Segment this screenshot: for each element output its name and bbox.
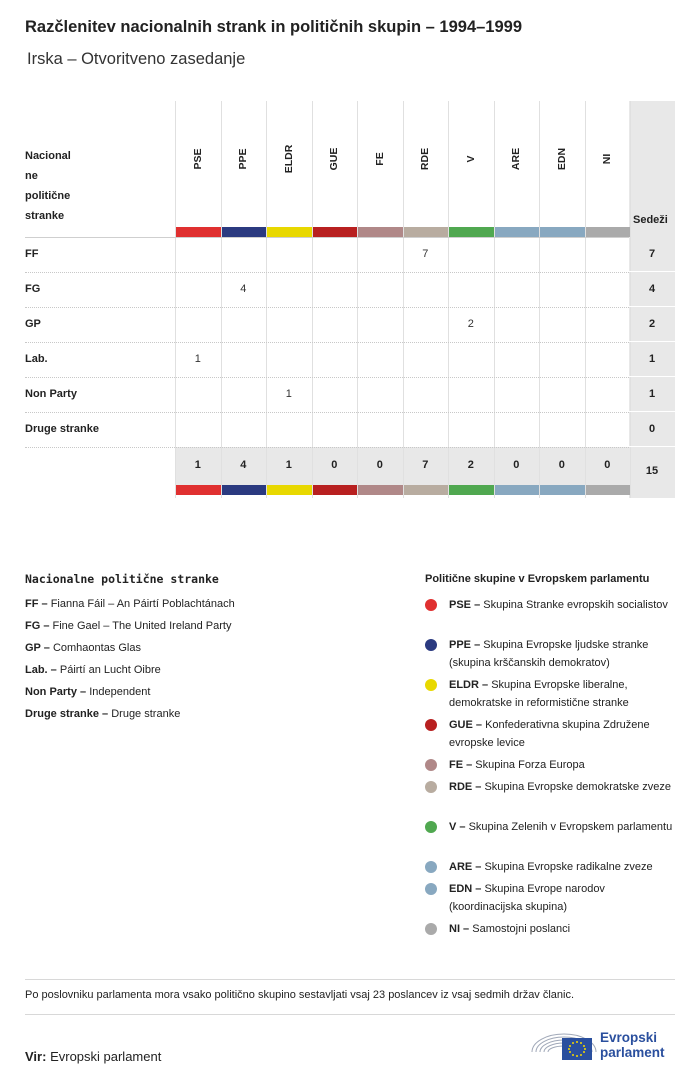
group-color-bar — [267, 227, 312, 237]
seats-divider — [629, 271, 675, 272]
row-divider — [25, 412, 629, 413]
political-group-legend-item: NI – Samostojni poslanci — [449, 923, 571, 935]
group-color-bar — [267, 485, 312, 495]
column-total: 0 — [376, 459, 383, 471]
seats-divider — [629, 411, 675, 412]
source: Vir: Evropski parlament — [25, 1049, 162, 1064]
national-parties-legend-title: Nacionalne politične stranke — [25, 572, 219, 586]
group-color-bar — [449, 485, 494, 495]
seats-divider — [629, 446, 675, 447]
group-color-dot — [425, 719, 437, 731]
row-label: Druge stranke — [25, 423, 99, 435]
seats-divider — [629, 306, 675, 307]
seats-divider — [629, 341, 675, 342]
column-total: 0 — [558, 459, 565, 471]
group-color-bar — [586, 485, 631, 495]
political-group-legend-item: GUE – Konfederativna skupina Združene evropske levice — [449, 719, 650, 749]
political-group-legend-item: PSE – Skupina Stranke evropskih socialistov — [449, 599, 668, 611]
row-seats: 2 — [648, 318, 656, 330]
group-color-bar — [176, 227, 221, 237]
group-color-bar — [313, 485, 358, 495]
national-party-legend-item: Lab. – Páirtí an Lucht Oibre — [25, 664, 161, 676]
row-label: FG — [25, 283, 41, 295]
group-color-bar — [404, 485, 449, 495]
group-color-bar — [222, 227, 267, 237]
group-header-are: ARE — [510, 147, 523, 171]
row-seats: 7 — [648, 248, 656, 260]
row-divider — [25, 342, 629, 343]
national-party-legend-item: GP – Comhaontas Glas — [25, 642, 141, 654]
political-group-legend-item: PPE – Skupina Evropske ljudske stranke (skupina krščanskih demokratov) — [449, 639, 649, 669]
group-color-dot — [425, 639, 437, 651]
seats-header: Sedeži — [633, 214, 668, 226]
footnote: Po poslovniku parlamenta mora vsako politično skupino sestavljati vsaj 23 poslancev iz vsaj sedmih držav članic. — [25, 989, 575, 1001]
column-total: 4 — [240, 459, 247, 471]
seats-divider — [629, 376, 675, 377]
group-color-bar — [404, 227, 449, 237]
group-header-eldr: ELDR — [282, 144, 295, 174]
political-group-legend-item: ELDR – Skupina Evropske liberalne, demokratske in reformistične stranke — [449, 679, 629, 709]
row-divider — [25, 377, 629, 378]
group-color-dot — [425, 679, 437, 691]
national-party-legend-item: Non Party – Independent — [25, 686, 151, 698]
column-total: 1 — [194, 459, 201, 471]
row-label: FF — [25, 248, 39, 260]
political-group-legend-item: EDN – Skupina Evrope narodov (koordinacijska skupina) — [449, 883, 605, 913]
group-header-pse: PSE — [191, 148, 204, 170]
row-label: GP — [25, 318, 41, 330]
group-color-bar — [495, 485, 540, 495]
group-color-bar — [540, 227, 585, 237]
group-color-bar — [176, 485, 221, 495]
national-party-legend-item: FF – Fianna Fáil – An Páirtí Poblachtánach — [25, 598, 235, 610]
group-color-dot — [425, 781, 437, 793]
column-total: 1 — [285, 459, 292, 471]
group-header-edn: EDN — [555, 147, 568, 171]
group-header-rde: RDE — [419, 147, 432, 171]
row-divider — [25, 447, 629, 448]
grand-total: 15 — [645, 465, 659, 477]
political-groups-legend-title: Politične skupine v Evropskem parlamentu — [425, 573, 650, 585]
group-color-bar — [495, 227, 540, 237]
row-divider — [25, 272, 629, 273]
group-color-bar — [358, 227, 403, 237]
header-divider — [25, 237, 629, 238]
group-color-dot — [425, 759, 437, 771]
group-color-bar — [313, 227, 358, 237]
page-title: Razčlenitev nacionalnih strank in političnih skupin – 1994–1999 — [25, 18, 523, 36]
political-group-legend-item: ARE – Skupina Evropske radikalne zveze — [449, 861, 653, 873]
column-total: 0 — [513, 459, 520, 471]
political-group-legend-item: FE – Skupina Forza Europa — [449, 759, 585, 771]
national-party-legend-item: Druge stranke – Druge stranke — [25, 708, 181, 720]
logo-text: Evropski parlament — [600, 1030, 665, 1060]
group-color-bar — [222, 485, 267, 495]
table-cell: 1 — [285, 388, 292, 400]
group-color-dot — [425, 599, 437, 611]
row-label: Non Party — [25, 388, 77, 400]
national-party-legend-item: FG – Fine Gael – The United Ireland Party — [25, 620, 232, 632]
column-total: 0 — [331, 459, 338, 471]
political-group-legend-item: V – Skupina Zelenih v Evropskem parlamentu — [449, 821, 673, 833]
group-header-ni: NI — [601, 153, 614, 165]
group-header-v: V — [464, 155, 477, 163]
row-header: Nacional ne politične stranke — [25, 150, 71, 222]
seats-column — [629, 101, 675, 498]
page-subtitle: Irska – Otvoritveno zasedanje — [27, 50, 246, 68]
column-total: 0 — [604, 459, 611, 471]
group-color-bar — [449, 227, 494, 237]
group-header-ppe: PPE — [237, 148, 250, 170]
table-cell: 4 — [240, 283, 247, 295]
group-color-bar — [586, 227, 631, 237]
column-total: 2 — [467, 459, 474, 471]
row-seats: 0 — [648, 423, 656, 435]
table-cell: 2 — [467, 318, 474, 330]
political-group-legend-item: RDE – Skupina Evropske demokratske zveze — [449, 781, 671, 793]
group-color-dot — [425, 883, 437, 895]
column-divider — [630, 101, 631, 498]
row-seats: 4 — [648, 283, 656, 295]
group-color-dot — [425, 861, 437, 873]
row-seats: 1 — [648, 353, 656, 365]
group-color-bar — [540, 485, 585, 495]
group-color-bar — [358, 485, 403, 495]
divider — [25, 1014, 675, 1015]
group-header-gue: GUE — [328, 147, 341, 171]
table-cell: 7 — [422, 248, 429, 260]
group-color-dot — [425, 821, 437, 833]
group-header-fe: FE — [373, 152, 386, 166]
row-seats: 1 — [648, 388, 656, 400]
column-total: 7 — [422, 459, 429, 471]
divider — [25, 979, 675, 980]
table-cell: 1 — [194, 353, 201, 365]
row-divider — [25, 307, 629, 308]
group-color-dot — [425, 923, 437, 935]
row-label: Lab. — [25, 353, 48, 365]
